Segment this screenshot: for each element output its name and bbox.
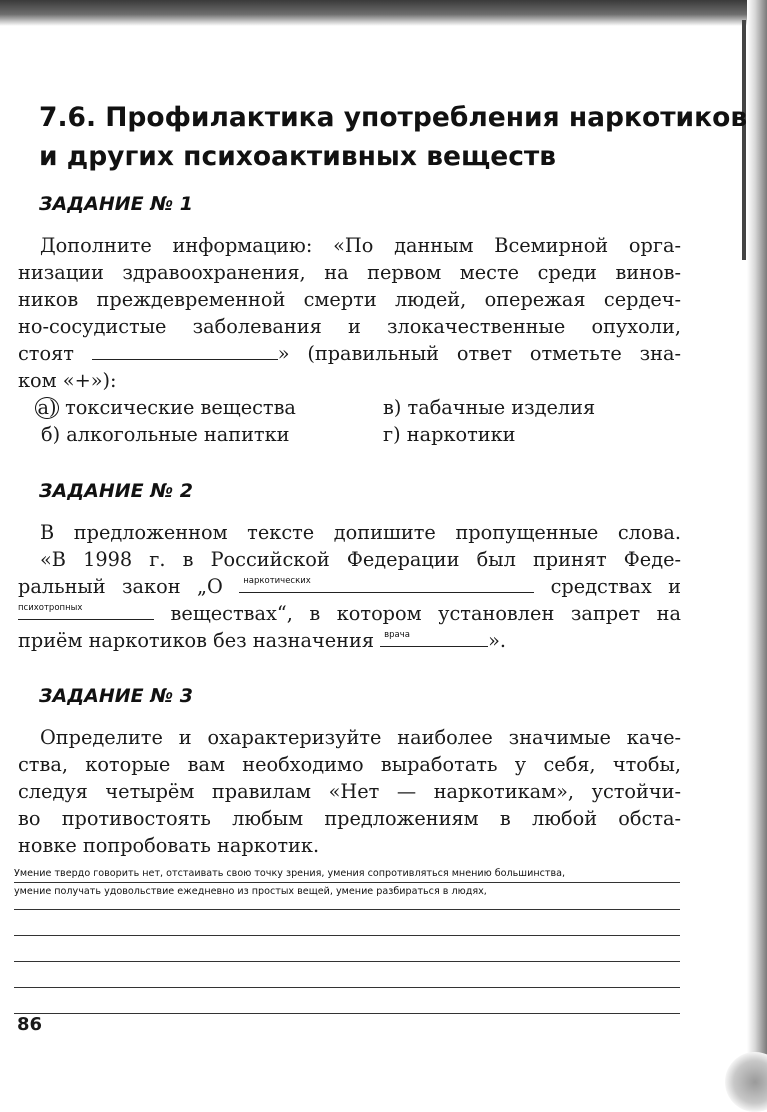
answer-rule[interactable]	[14, 961, 680, 962]
task3-line: следуя четырём правилам «Нет — наркотикам», устойчи-	[18, 780, 681, 803]
option-b[interactable]	[41, 421, 290, 448]
answer-line-2: умение получать удовольствие ежедневно из простых вещей, умение разбираться в людях,	[14, 886, 487, 897]
section-title-line1: 7.6. Профилактика употребления наркотиков	[39, 102, 748, 133]
option-a[interactable]	[38, 394, 296, 421]
option-b-letter: б)	[41, 423, 61, 446]
answer-line-1: Умение твердо говорить нет, отстаивать свою точку зрения, умения сопротивляться мнению большинства,	[14, 868, 566, 879]
task2-line5-start: приём наркотиков без назначения	[18, 629, 374, 652]
option-g-letter: г)	[383, 423, 401, 446]
answer-rule[interactable]	[14, 1013, 680, 1014]
option-v-text: табачные изделия	[407, 396, 596, 419]
task2-line3	[18, 573, 681, 600]
task2-line5-end: ».	[488, 629, 507, 652]
scan-top-shadow	[0, 0, 767, 26]
page-number: 86	[17, 1014, 43, 1035]
task1-answer-blank[interactable]	[92, 341, 278, 360]
task1-line5-end: » (правильный ответ отметьте зна-	[277, 342, 681, 365]
task2-line4	[18, 600, 681, 627]
task2-line5	[18, 627, 681, 654]
task1-line: ников преждевременной смерти людей, опережая сердеч-	[18, 288, 681, 311]
task3-line: новке попробовать наркотик.	[18, 834, 320, 857]
task2-line: «В 1998 г. в Российской Федерации был принят Феде-	[40, 548, 681, 571]
answer-1-text: наркотических	[243, 576, 311, 586]
task1-line: но-сосудистые заболевания и злокачественные опухоли,	[18, 315, 681, 338]
option-g-text: наркотики	[406, 423, 516, 446]
section-title	[39, 98, 747, 176]
option-g[interactable]	[383, 421, 516, 448]
task3-line: Определите и охарактеризуйте наиболее значимые каче-	[40, 726, 681, 749]
task1-line5-start: стоят	[18, 342, 74, 365]
task2-line3-end: средствах и	[550, 575, 681, 598]
task3-heading: ЗАДАНИЕ № 3	[39, 685, 193, 707]
selected-mark: а)	[35, 397, 59, 419]
option-b-text: алкогольные напитки	[66, 423, 290, 446]
scan-corner-smudge	[725, 1052, 767, 1112]
task3-line: во противостоять любым предложениям в любой обста-	[18, 807, 681, 830]
task2-line: В предложенном тексте допишите пропущенные слова.	[40, 521, 681, 544]
answer-rule[interactable]	[14, 987, 680, 988]
answer-rule[interactable]	[14, 882, 680, 883]
task1-line: Дополните информацию: «По данным Всемирной орга-	[40, 234, 681, 257]
scan-right-shadow	[747, 0, 767, 1097]
task3-text	[18, 724, 681, 859]
answer-2-text: психотропных	[18, 603, 83, 613]
answer-rule[interactable]	[14, 909, 680, 910]
task1-text	[18, 232, 681, 394]
task1-line6: ком «+»):	[18, 369, 117, 392]
section-title-line2: и других психоактивных веществ	[39, 141, 557, 172]
option-v-letter: в)	[383, 396, 402, 419]
option-a-text: токсические вещества	[65, 396, 296, 419]
answer-blank-3[interactable]	[380, 628, 488, 647]
task2-text	[18, 519, 681, 654]
task1-line5	[18, 340, 681, 367]
task3-line: ства, которые вам необходимо выработать у себя, чтобы,	[18, 753, 681, 776]
answer-3-text: врача	[384, 630, 410, 640]
task2-line3-start: ральный закон „О	[18, 575, 223, 598]
task2-line4-end: веществах“, в котором установлен запрет на	[170, 602, 681, 625]
task2-heading: ЗАДАНИЕ № 2	[39, 480, 193, 502]
answer-blank-1[interactable]	[239, 574, 534, 593]
option-v[interactable]	[383, 394, 595, 421]
answer-blank-2[interactable]	[18, 601, 154, 620]
task1-line: низации здравоохранения, на первом месте среди винов-	[18, 261, 681, 284]
answer-rule[interactable]	[14, 935, 680, 936]
task1-heading: ЗАДАНИЕ № 1	[39, 193, 193, 215]
